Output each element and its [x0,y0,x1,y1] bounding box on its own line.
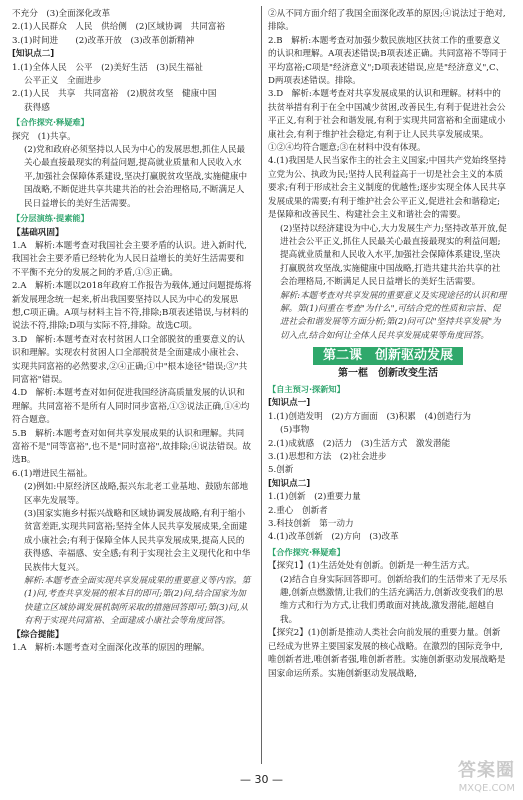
lesson-title: 第二课 创新驱动发展 [268,347,508,364]
left-column [12,8,252,656]
text-line: 3.科技创新 第一动力 [268,519,354,530]
text-line: 3.(1)思想和方法 (2)社会进步 [268,452,387,462]
knowledge-heading: [知识点一] [268,398,311,409]
text-line: (5)事物 [280,425,310,436]
answer-paragraph: (2)结合自身实际回答即可。创新给我们的生活带来了无尽乐趣,创新点燃激情,让我们的生活充满活力,创新改变我们的思维方式和行为方式,让我们勇敢面对挑战,激发潜能,超越自我。 [280,574,508,625]
section-banner: 【合作探究·释疑难】 [12,117,89,128]
answer-paragraph: 3.D 解析:本题考查对农村贫困人口全部脱贫的重要意义的认识和理解。实现农村贫困人口全部脱贫是全面建成小康社会、实现共同富裕的必然要求,②④正确;①中"根本途径"错误;③"共同富裕"错误。 [12,334,248,385]
text-line: 5.创新 [268,465,294,476]
answer-paragraph: 4.D 解析:本题考查对如何促进我国经济高质量发展的认识和理解。共同富裕不是所有人同时同步富裕,①③说法正确,①④均符合题意。 [12,388,250,426]
answer-paragraph: 4.(1)我国是人民当家作主的社会主义国家;中国共产党始终坚持立党为公、执政为民;坚持人民利益高于一切是社会主义的本质要求;有利于形成社会主义制度的优越性;逐步实现全体人民共享发展成果的需要;有利于维护社会公平正义,促进社会和谐稳定;是保障和改善民生、构建社会主义和谐社会的需要。 [268,156,507,221]
answer-paragraph: 1.A 解析:本题考查对全面深化改革的原因的理解。 [12,643,210,654]
text-line: 2.(1)人民群众 人民 供给侧 (2)区域协调 共同富裕 [12,22,226,33]
text-line: 1.(1)创新 (2)重要力量 [268,492,361,503]
text-line: 2.重心 创新者 [268,505,328,516]
text-line: 公平正义 全面进步 [24,76,102,87]
answer-paragraph: 6.(1)增进民生福祉。 [12,468,93,479]
watermark-logo: 答案圈 MXQE.COM [458,760,515,794]
text-line: 2.(1)成就感 (2)活力 (3)生活方式 激发潜能 [268,438,451,449]
section-banner: 【分层演练·提素能】 [12,213,89,224]
text-line: 获得感 [24,102,50,113]
section-banner: 【自主预习·探新知】 [268,383,345,394]
answer-paragraph: 2.B 解析:本题考查对加强少数民族地区扶贫工作的重要意义的认识和理解。A项表述错误;B项表述正确。共同富裕不等同于平均富裕;C项是"经济意义";D项表述错误,应是"经济意义",C、D两项表述错误。排除。 [268,35,507,87]
answer-paragraph: (2)坚持以经济建设为中心,大力发展生产力;坚持改革开放,促进社会公平正义,抓住人民最关心最直接最现实的利益问题;提高就业质量和人民收入水平,加强社会保障体系建设,坚决打赢脱贫攻坚战,实施健康中国战略,打造共建共治共享的社会治理格局,不断满足人民日益增长的美好生活需要。 [280,223,507,288]
text-line: 4.(1)改革创新 (2)方向 (3)改革 [268,532,399,543]
column-divider [261,6,262,764]
knowledge-heading: [知识点二] [268,478,311,489]
answer-paragraph: 【探究2】(1)创新是推动人类社会向前发展的重要力量。创新已经成为世界主要国家发展的核心战略。在激烈的国际竞争中,唯创新者进,唯创新者强,唯创新者胜。实施创新驱动发展战略是国家命运所系。实施创新驱动发展战略, [268,628,506,679]
answer-paragraph: (2)党和政府必须坚持以人民为中心的发展思想,抓住人民最关心最直接最现实的利益问题,提高就业质量和人民收入水平,加强社会保障体系建设,坚决打赢脱贫攻坚战,实施健康中国战略,不断促进共享共建共治的社会治理格局,不断满足人民日益增长的美好生活需要。 [24,145,248,209]
knowledge-heading: [知识点二] [12,49,55,60]
subsection-heading: 【基础巩固】 [12,227,64,238]
text-line: 不充分 (3)全面深化改革 [12,9,111,19]
subsection-heading: 【综合提能】 [12,629,64,640]
answer-paragraph: 【探究1】(1)生活处处有创新。创新是一种生活方式。 [268,561,475,572]
answer-paragraph: 5.B 解析:本题考查对如何共享发展成果的认识和理解。共同富裕不是"同等富裕",也不是"同时富裕",故排除;④说法错误。故选B。 [12,428,252,466]
text-line: 2.(1)人民 共享 共同富裕 (2)脱贫攻坚 健康中国 [12,89,217,100]
section-banner: 【合作探究·释疑难】 [268,546,345,557]
analysis-paragraph: 解析:本题考查全面实现共享发展成果的重要意义等内容。第(1)问,考查共享发展的根本目的即可;第(2)问,结合国家为加快建立区域协调发展机制所采取的措施回答即可;第(3)问,从有利于实现共同富裕、全面建成小康社会等角度回答。 [24,576,251,627]
answer-paragraph: 2.A 解析:本题以2018年政府工作报告为载体,通过问题提炼将新发展理念统一起来,析出我国要坚持以人民为中心的发展思想,C项正确。A项与材料主旨不符,排除;B项表述错误,与材料的说法不符,排除;D项与实际不符,排除。故选C项。 [12,281,252,332]
answer-paragraph: 1.A 解析:本题考查对我国社会主要矛盾的认识。进入新时代,我国社会主要矛盾已经转化为人民日益增长的美好生活需要和不平衡不充分的发展之间的矛盾,①③正确。 [12,240,247,278]
answer-paragraph: (2)例如:中原经济区战略,振兴东北老工业基地、鼓励东部地区率先发展等。 [24,482,249,506]
right-column [268,8,508,681]
text-line: 1.(1)全体人民 公平 (2)美好生活 (3)民生福祉 [12,62,203,73]
answer-paragraph: (3)国家实施乡村振兴战略和区域协调发展战略,有利于缩小贫富差距,实现共同富裕;坚持全体人民共享发展成果,全面建成小康社会;有利于保障全体人民共享发展成果,提高人民的获得感、幸福感、安全感;有利于实现社会主义现代化和中华民族伟大复兴。 [24,509,251,573]
section-title: 第一框 创新改变生活 [338,367,438,379]
text-line: 1.(1)创造发明 (2)方方面面 (3)积累 (4)创造行为 [268,411,471,422]
analysis-paragraph: 解析:本题考查对共享发展的重要意义及实现途径的认识和理解。第(1)问重在考查"为什么",可结合党的性质和宗旨、促进社会和谐发展等方面分析;第(2)问可以"坚持共享发展"为切入点,结合如何让全体人民共享发展成果等角度回答。 [280,290,507,341]
answer-paragraph: 3.D 解析:本题考查对共享发展成果的认识和理解。材料中的扶贫举措有利于在全中国减少贫困,改善民生,有利于促进社会公平正义,有利于社会和谐发展,有利于实现共同富裕和全面建成小康社会,有利于维护社会稳定,有利于让人民共享发展成果。①②④均符合题意;③在材料中没有体现。 [268,89,506,154]
answer-paragraph: ②从不同方面介绍了我国全面深化改革的原因;④说法过于绝对,排除。 [268,9,506,33]
page-number: — 30 — [240,773,283,786]
text-line: 3.(1)时间进 (2)改革开放 (3)改革创新精神 [12,35,195,46]
text-line: 探究 (1)共享。 [12,131,76,142]
